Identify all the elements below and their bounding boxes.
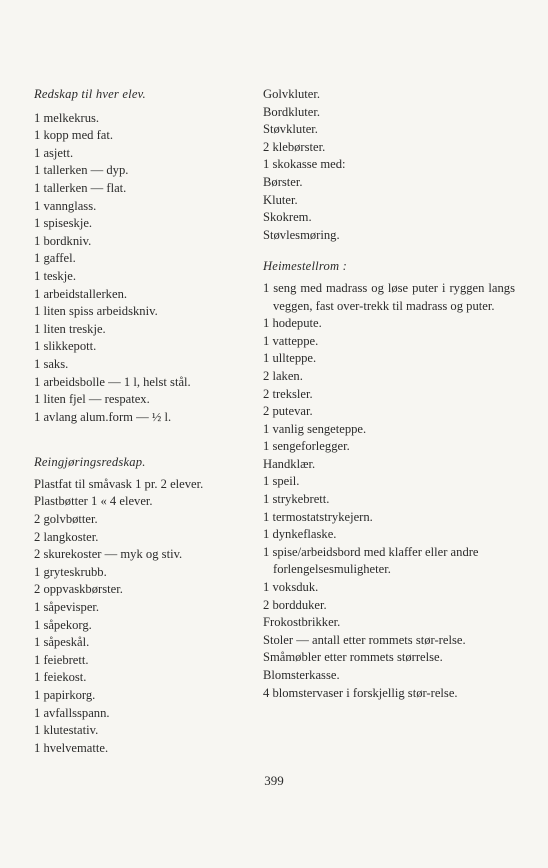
list-item: 1 slikkepott. bbox=[34, 339, 97, 354]
list-item: 1 hvelvematte. bbox=[34, 740, 109, 755]
list-item: 4 blomstervaser i forskjellig stør-relse. bbox=[263, 685, 458, 700]
list-item: 1 melkekrus. bbox=[34, 110, 100, 125]
list-redskap bbox=[34, 110, 254, 427]
list-item: Bordkluter. bbox=[263, 104, 321, 119]
list-item: Støvkluter. bbox=[263, 122, 318, 137]
list-item: 1 klutestativ. bbox=[34, 723, 99, 738]
list-item: 1 liten spiss arbeidskniv. bbox=[34, 304, 158, 319]
left-column bbox=[34, 86, 254, 757]
list-item: Skokrem. bbox=[263, 210, 312, 225]
list-item: 1 tallerken — dyp. bbox=[34, 163, 129, 178]
list-item: 2 golvbøtter. bbox=[34, 512, 98, 527]
list-item: 1 teskje. bbox=[34, 268, 76, 283]
list-item: 1 sengeforlegger. bbox=[263, 439, 350, 454]
list-item: 1 liten fjel — respatex. bbox=[34, 392, 150, 407]
list-item: 2 putevar. bbox=[263, 404, 313, 419]
list-item: Handklær. bbox=[263, 456, 316, 471]
list-item: 1 arbeidsbolle — 1 l, helst stål. bbox=[34, 374, 191, 389]
list-item: Stoler — antall etter rommets stør-relse. bbox=[263, 632, 466, 647]
list-item: 1 feiekost. bbox=[34, 670, 87, 685]
list-item: 2 langkoster. bbox=[34, 529, 99, 544]
list-item: 2 bordduker. bbox=[263, 597, 327, 612]
list-item: 1 såpeskål. bbox=[34, 635, 90, 650]
list-item: 2 laken. bbox=[263, 368, 303, 383]
list-item: 1 ullteppe. bbox=[263, 351, 317, 366]
list-item: 1 seng med madrass og løse puter i ryggen langs veggen, fast over-trekk til madrass og puter. bbox=[263, 280, 515, 313]
list-item: Børster. bbox=[263, 174, 303, 189]
list-item: 1 såpekorg. bbox=[34, 617, 92, 632]
list-item: 2 skurekoster — myk og stiv. bbox=[34, 547, 183, 562]
list-item: 1 vanlig sengeteppe. bbox=[263, 421, 367, 436]
list-item: 1 gryteskrubb. bbox=[34, 564, 107, 579]
list-cleaning-cloths bbox=[263, 86, 515, 244]
section-heading-redskap: Redskap til hver elev. bbox=[34, 87, 146, 101]
list-reingjoring bbox=[34, 476, 254, 758]
list-item: Småmøbler etter rommets størrelse. bbox=[263, 650, 443, 665]
list-item: 1 voksduk. bbox=[263, 580, 319, 595]
list-item: Kluter. bbox=[263, 192, 298, 207]
list-item: 1 vannglass. bbox=[34, 198, 97, 213]
list-item: 1 bordkniv. bbox=[34, 233, 92, 248]
list-item: 1 saks. bbox=[34, 356, 69, 371]
list-item: 1 spise/arbeidsbord med klaffer eller andre forlengelsesmuligheter. bbox=[263, 544, 479, 577]
list-item: 1 avlang alum.form — ½ l. bbox=[34, 409, 172, 424]
list-item: 2 klebørster. bbox=[263, 139, 326, 154]
list-item: 1 speil. bbox=[263, 474, 300, 489]
list-item: Plastbøtter 1 « 4 elever. bbox=[34, 494, 153, 509]
list-item: Plastfat til småvask 1 pr. 2 elever. bbox=[34, 476, 204, 491]
page-number: 399 bbox=[264, 773, 284, 788]
list-item: 2 treksler. bbox=[263, 386, 313, 401]
right-column bbox=[263, 86, 515, 702]
list-item: 1 vatteppe. bbox=[263, 333, 319, 348]
list-item: 1 papirkorg. bbox=[34, 688, 96, 702]
list-item: 1 dynkeflaske. bbox=[263, 527, 337, 542]
list-item: 1 spiseskje. bbox=[34, 216, 93, 231]
list-item: 1 feiebrett. bbox=[34, 652, 89, 667]
list-item: 1 asjett. bbox=[34, 145, 74, 160]
list-item: 1 såpevisper. bbox=[34, 600, 100, 615]
list-item: 2 oppvaskbørster. bbox=[34, 582, 123, 597]
list-item: Støvlesmøring. bbox=[263, 227, 340, 242]
list-item: Golvkluter. bbox=[263, 87, 321, 101]
list-item: 1 avfallsspann. bbox=[34, 705, 110, 720]
list-item: 1 strykebrett. bbox=[263, 492, 330, 507]
list-item: 1 gaffel. bbox=[34, 251, 76, 266]
list-item: 1 arbeidstallerken. bbox=[34, 286, 128, 301]
list-item: 1 liten treskje. bbox=[34, 321, 106, 336]
section-heading-heimestellrom: Heimestellrom : bbox=[263, 259, 348, 274]
list-item: Frokostbrikker. bbox=[263, 615, 341, 630]
list-item: 1 tallerken — flat. bbox=[34, 180, 127, 195]
list-item: 1 skokasse med: bbox=[263, 157, 346, 172]
list-item: 1 termostatstrykejern. bbox=[263, 509, 373, 524]
list-heimestellrom bbox=[263, 280, 515, 702]
section-heading-reingjoring: Reingjøringsredskap. bbox=[34, 455, 146, 470]
list-item: 1 hodepute. bbox=[263, 316, 322, 331]
list-item: Blomsterkasse. bbox=[263, 668, 340, 682]
list-item: 1 kopp med fat. bbox=[34, 128, 114, 143]
